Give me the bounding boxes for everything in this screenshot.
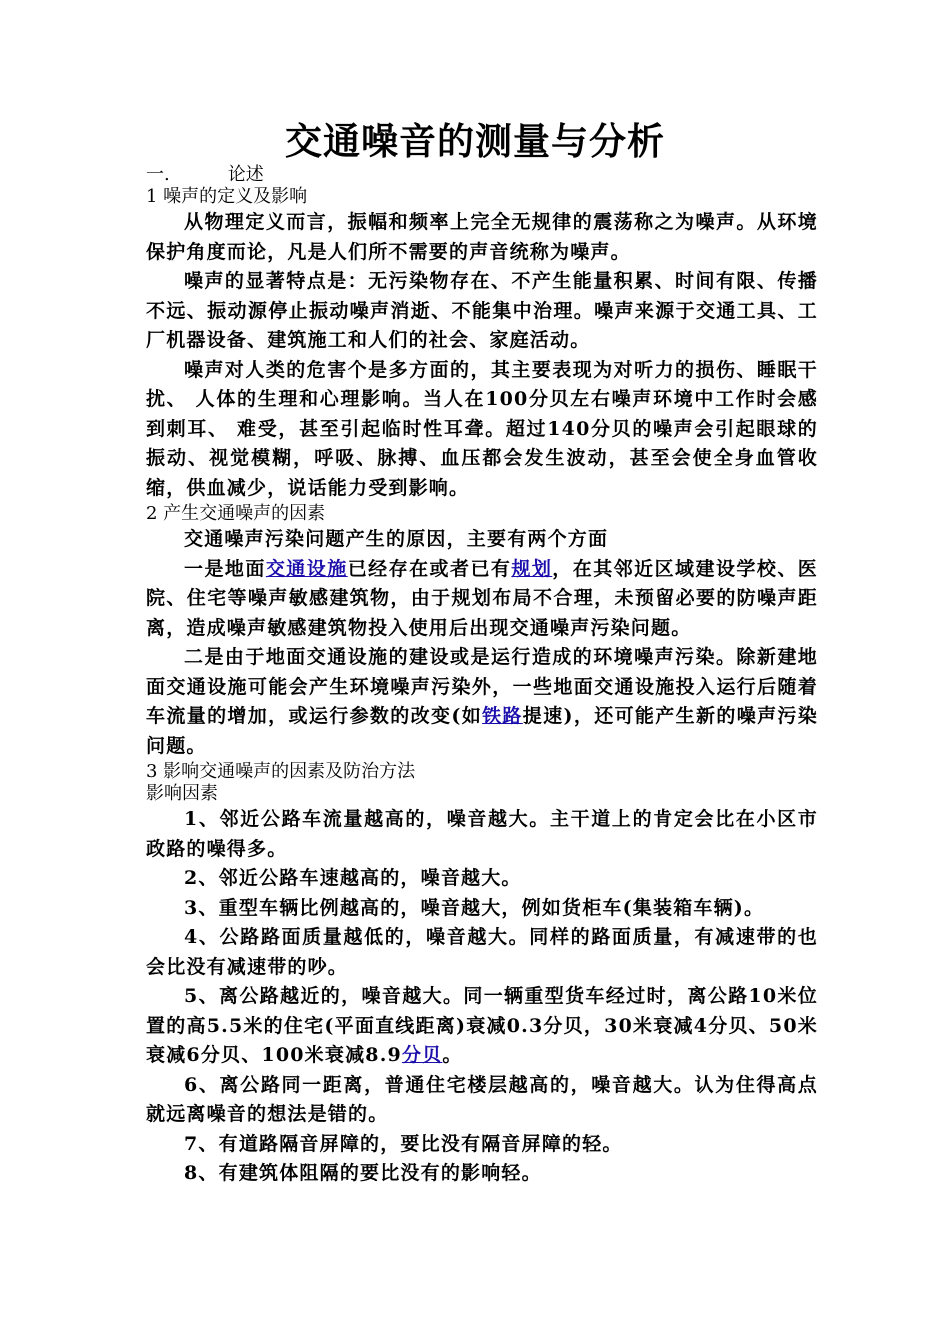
text-span: 一是地面 xyxy=(184,557,266,580)
factor-item: 4、公路路面质量越低的，噪音越大。同样的路面质量，有减速带的也会比没有减速带的吵。 xyxy=(146,926,818,978)
paragraph-cause-two xyxy=(146,643,818,761)
paragraph-definition: 从物理定义而言，振幅和频率上完全无规律的震荡称之为噪声。从环境保护角度而论，凡是人们所不需要的声音统称为噪声。 xyxy=(146,211,818,263)
link-planning[interactable]: 规划 xyxy=(511,557,553,580)
link-railway[interactable]: 铁路 xyxy=(482,705,523,727)
page-title: 交通噪音的测量与分析 xyxy=(285,120,665,163)
text-span: 二是由于地面交通设施的建设或是运行造成的环境噪声污染。除新建地面交通设施可能会产生环境噪声污染外，一些地面交通设施投入运行后随着车流量的增加，或运行参数的改变(如 xyxy=(146,646,818,727)
text-span: 已经存在或者已有 xyxy=(347,557,512,580)
factor-item: 7、有道路隔音屏障的，要比没有隔音屏障的轻。 xyxy=(184,1132,623,1155)
factor-item: 1、邻近公路车流量越高的，噪音越大。主干道上的肯定会比在小区市政路的噪得多。 xyxy=(146,808,818,860)
factors-heading: 影响因素 xyxy=(146,783,218,804)
section-heading-overview xyxy=(146,164,818,186)
link-traffic-facilities[interactable]: 交通设施 xyxy=(265,557,348,580)
factor-item: 2、邻近公路车速越高的，噪音越大。 xyxy=(184,867,522,889)
paragraph-hazards: 噪声对人类的危害个是多方面的，其主要表现为对听力的损伤、睡眠干扰、 人体的生理和心理影响。当人在100分贝左右噪声环境中工作时会感到刺耳、 难受，甚至引起临时性耳聋。超过140分贝的噪声会引起眼球的振动、视觉模糊，呼吸、脉搏、血压都会发生波动，甚至会使全身血管收缩，供血减少，说话能力受到影响。 xyxy=(146,358,818,499)
section-label: 论述 xyxy=(227,164,264,185)
text-span: ，在其邻近区域建设学校、医院、住宅等噪声敏感建筑物，由于规划布局不合理，未预留必要的防噪声距离，造成噪声敏感建筑物投入使用后出现交通噪声污染问题。 xyxy=(146,557,818,639)
factor-item: 6、离公路同一距离，普通住宅楼层越高的，噪音越大。认为住得高点就远离噪音的想法是错的。 xyxy=(146,1073,818,1125)
section-number: 一. xyxy=(146,164,170,185)
paragraph-causes-intro: 交通噪声污染问题产生的原因，主要有两个方面 xyxy=(184,528,609,550)
subsection-heading-factors: 3 影响交通噪声的因素及防治方法 xyxy=(146,761,416,782)
text-span: 5、离公路越近的，噪音越大。同一辆重型货车经过时，离公路10米位置的高5.5米的住宅(平面直线距离)衰减0.3分贝，30米衰减4分贝、50米衰减6分贝、100米衰减8.9 xyxy=(146,985,818,1066)
factor-item xyxy=(146,982,818,1071)
factor-item: 8、有建筑体阻隔的要比没有的影响轻。 xyxy=(184,1162,542,1184)
text-span: 。 xyxy=(442,1044,463,1066)
link-decibel[interactable]: 分贝 xyxy=(401,1044,443,1066)
subsection-heading-causes: 2 产生交通噪声的因素 xyxy=(146,503,326,524)
factor-item: 3、重型车辆比例越高的，噪音越大，例如货柜车(集装箱车辆)。 xyxy=(184,896,765,919)
text-span: 提速)，还可能产生新的噪声污染问题。 xyxy=(146,705,818,757)
paragraph-cause-one xyxy=(146,555,818,644)
subsection-heading-definition: 1 噪声的定义及影响 xyxy=(146,186,308,207)
paragraph-characteristics: 噪声的显著特点是：无污染物存在、不产生能量积累、时间有限、传播不远、振动源停止振动噪声消逝、不能集中治理。噪声来源于交通工具、工厂机器设备、建筑施工和人们的社会、家庭活动。 xyxy=(146,270,818,351)
document-body xyxy=(146,164,818,1189)
